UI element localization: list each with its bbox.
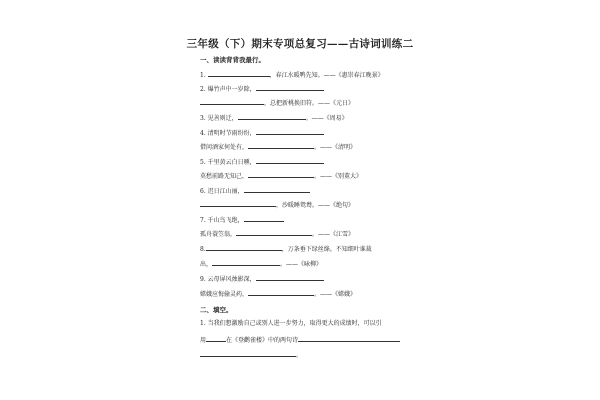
answer-blank[interactable] [212, 259, 280, 266]
poem-text: 莫愁前路无知己， [200, 173, 249, 180]
poem-text: 2. 爆竹声中一岁除， [200, 86, 256, 93]
poem-text: 3. 见善则迁， [200, 115, 238, 122]
poem-text: 借问酒家何处有， [200, 144, 249, 151]
poem-line-9b [200, 289, 356, 299]
poem-line-5 [200, 157, 324, 167]
section-heading-2: 二、填空。 [200, 306, 233, 314]
poem-text: 。——《清明》 [314, 144, 357, 151]
answer-blank[interactable] [200, 200, 276, 207]
poem-text: 嫦娥应悔偷灵药， [200, 291, 249, 298]
poem-text: 6. 迟日江山丽， [200, 188, 244, 195]
answer-blank[interactable] [200, 98, 264, 105]
poem-line-4b [200, 142, 356, 152]
poem-line-9 [200, 274, 324, 284]
fill-question-1-line3 [200, 350, 302, 360]
poem-line-7b [200, 229, 354, 239]
answer-blank[interactable] [236, 229, 312, 236]
poem-text: ，春江水暖鸭先知。——《惠崇春江晚景》 [269, 72, 384, 79]
poem-line-2 [200, 84, 324, 94]
fill-text: 在《登鹳雀楼》中的两句诗 [226, 337, 299, 344]
poem-text: 出， [200, 261, 213, 268]
poem-line-1 [200, 70, 384, 80]
section-heading-1: 一、读读背背我最行。 [200, 56, 265, 64]
answer-blank[interactable] [248, 289, 314, 296]
poem-line-2b [200, 98, 354, 108]
page-title: 三年级（下）期末专项总复习——古诗词训练二 [186, 38, 414, 50]
fill-text: 。 [296, 352, 303, 359]
poem-line-8b [200, 259, 322, 269]
answer-blank[interactable] [256, 274, 324, 281]
answer-blank[interactable] [256, 157, 324, 164]
poem-text: ，万条垂下绿丝绦。不知细叶谁裁 [281, 246, 372, 253]
answer-blank[interactable] [256, 128, 324, 135]
prefix-number: 1. [200, 72, 208, 79]
poem-line-4 [200, 128, 324, 138]
fill-question-1-line1: 1. 当我们想激励自己或别人进一步努力，取得更大的成绩时，可以引 [200, 320, 382, 327]
answer-blank[interactable] [206, 244, 282, 251]
poem-line-8 [200, 244, 372, 254]
answer-blank[interactable] [244, 215, 284, 222]
poem-text: 7. 千山鸟飞绝， [200, 217, 244, 224]
answer-blank[interactable] [238, 113, 306, 120]
poem-text: 。——《嫦娥》 [314, 291, 357, 298]
answer-blank[interactable] [248, 142, 314, 149]
answer-blank[interactable] [256, 84, 324, 91]
poem-line-5b [200, 171, 362, 181]
poem-line-6b [200, 200, 354, 210]
fill-text: 用 [200, 337, 207, 344]
poem-text: 4. 清明时节雨纷纷， [200, 130, 256, 137]
answer-blank[interactable] [200, 350, 296, 357]
answer-blank[interactable] [244, 186, 310, 193]
poem-text: 5. 千里黄云白日曛， [200, 159, 256, 166]
poem-line-3 [200, 113, 348, 123]
poem-text: 。——《别董大》 [314, 173, 363, 180]
poem-text: 。——《咏柳》 [280, 261, 323, 268]
answer-blank[interactable] [298, 335, 400, 342]
poem-text: 9. 云母屏风烛影深， [200, 276, 256, 283]
fill-question-1-line2 [200, 335, 400, 345]
poem-text: 。——《周易》 [305, 115, 348, 122]
poem-text: 8. [200, 246, 206, 253]
poem-text: 。——《江雪》 [312, 231, 355, 238]
answer-blank[interactable] [248, 171, 314, 178]
poem-line-7 [200, 215, 284, 225]
poem-line-6 [200, 186, 310, 196]
poem-text: ，沙暖睡鸳鸯。——《绝句》 [276, 202, 355, 209]
answer-blank[interactable] [206, 335, 226, 342]
answer-blank[interactable] [208, 70, 270, 77]
poem-text: ，总把新桃换旧符。——《元日》 [264, 100, 355, 107]
poem-text: 孤舟蓑笠翁， [200, 231, 237, 238]
